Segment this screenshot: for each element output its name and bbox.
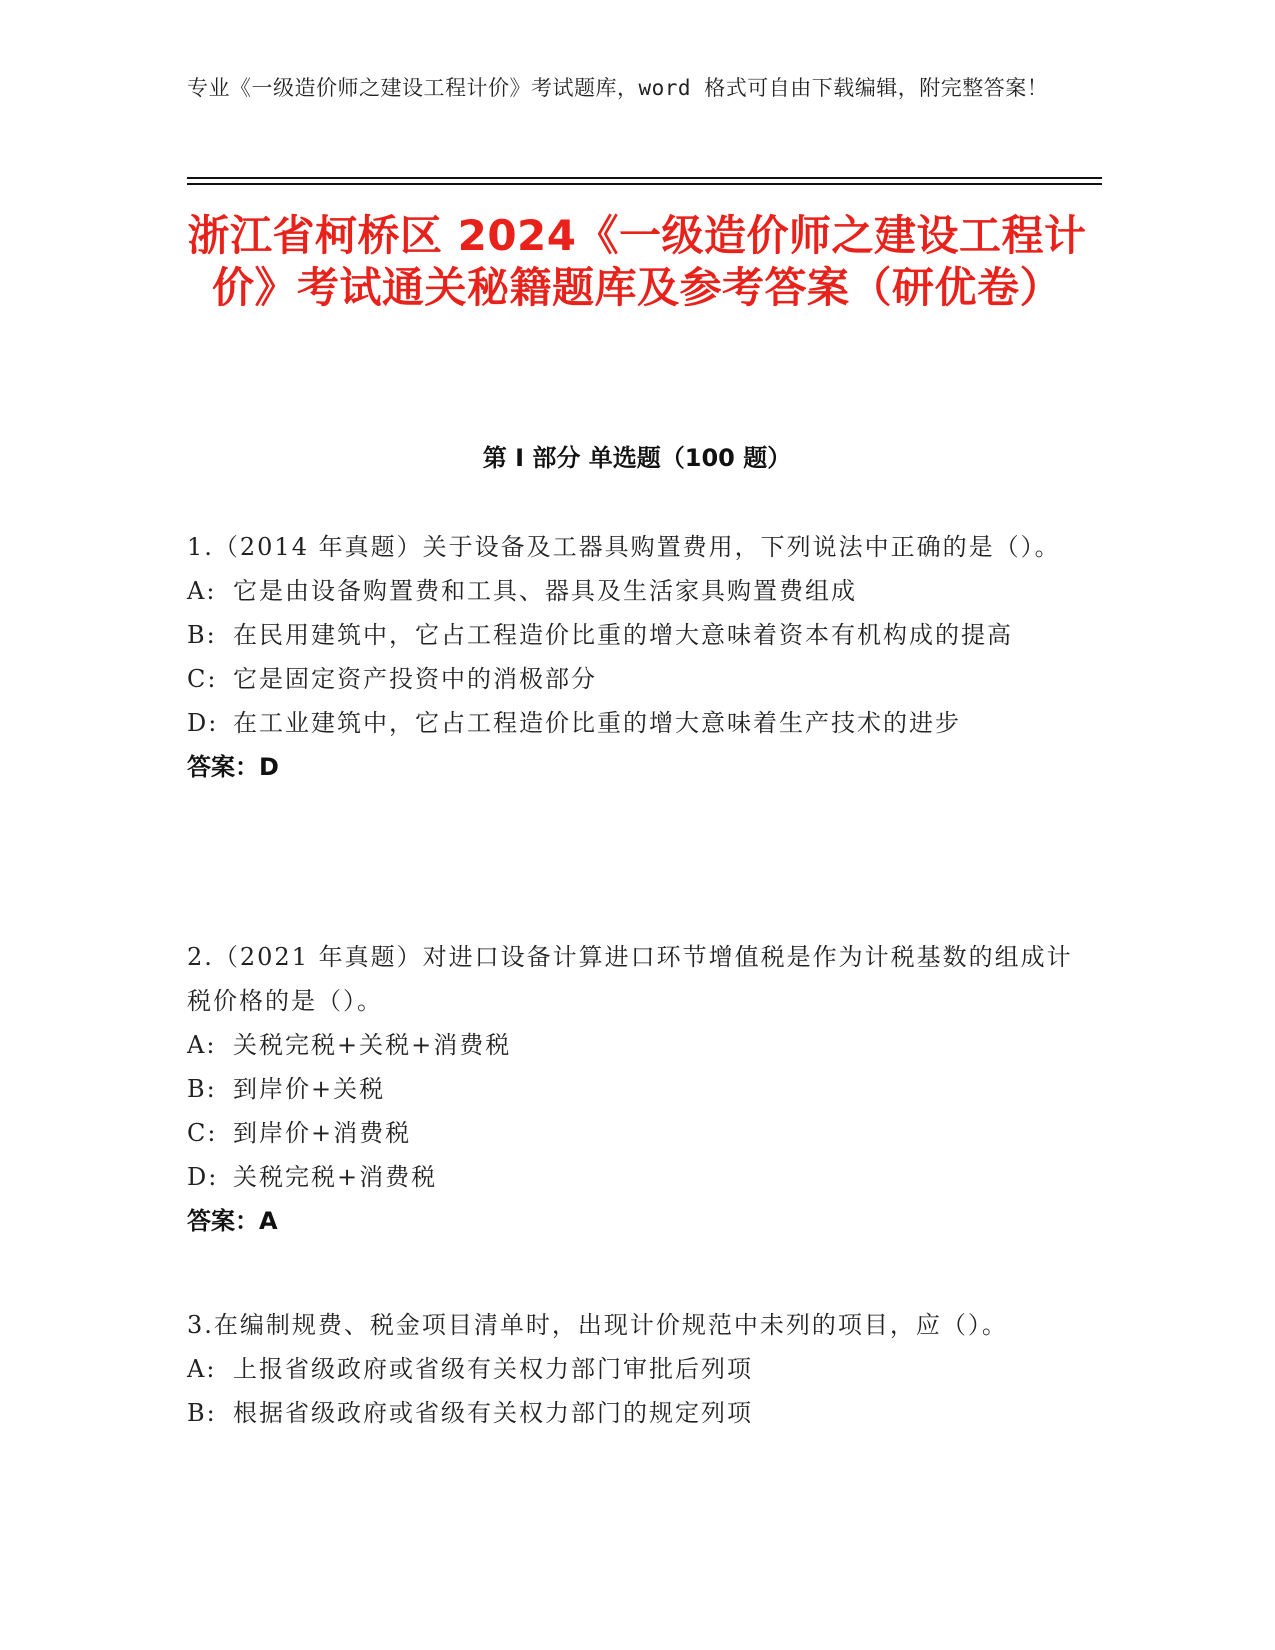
- option-key: B:: [187, 1399, 217, 1427]
- option-key: D:: [187, 1163, 219, 1191]
- option-key: C:: [187, 665, 218, 693]
- header-note: 专业《一级造价师之建设工程计价》考试题库，word 格式可自由下载编辑，附完整答案！: [187, 76, 1049, 100]
- header-divider-top: [187, 177, 1102, 179]
- answer-label: 答案：A: [187, 1207, 278, 1235]
- option-key: C:: [187, 1119, 218, 1147]
- section-title: 第 I 部分 单选题（100 题）: [482, 444, 792, 472]
- option-key: A:: [187, 577, 217, 605]
- option-text: 关税完税+消费税: [233, 1163, 438, 1191]
- option-text: 在工业建筑中，它占工程造价比重的增大意味着生产技术的进步: [233, 709, 961, 737]
- option-key: B:: [187, 1075, 217, 1103]
- question-3: [187, 1303, 1087, 1435]
- option-key: D:: [187, 709, 219, 737]
- document-title: 浙江省柯桥区 2024《一级造价师之建设工程计价》考试通关秘籍题库及参考答案（研优卷）: [187, 211, 1087, 312]
- option-c: [187, 1111, 1087, 1155]
- option-b: [187, 1067, 1087, 1111]
- option-key: A:: [187, 1355, 217, 1383]
- option-d: [187, 701, 1087, 745]
- option-a: [187, 1023, 1087, 1067]
- question-2: [187, 935, 1087, 1243]
- option-c: [187, 657, 1087, 701]
- option-a: [187, 569, 1087, 613]
- option-key: B:: [187, 621, 217, 649]
- answer-label: 答案：D: [187, 753, 279, 781]
- option-b: [187, 613, 1087, 657]
- option-key: A:: [187, 1031, 217, 1059]
- question-stem: 2.（2021 年真题）对进口设备计算进口环节增值税是作为计税基数的组成计税价格的是（）。: [187, 943, 1073, 1015]
- option-text: 上报省级政府或省级有关权力部门审批后列项: [233, 1355, 753, 1383]
- option-text: 根据省级政府或省级有关权力部门的规定列项: [233, 1399, 753, 1427]
- option-text: 它是固定资产投资中的消极部分: [233, 665, 597, 693]
- option-text: 到岸价+消费税: [233, 1119, 412, 1147]
- option-d: [187, 1155, 1087, 1199]
- question-1: [187, 525, 1087, 789]
- option-b: [187, 1391, 1087, 1435]
- option-text: 到岸价+关税: [233, 1075, 386, 1103]
- question-stem: 1.（2014 年真题）关于设备及工器具购置费用，下列说法中正确的是（）。: [187, 533, 1061, 561]
- option-a: [187, 1347, 1087, 1391]
- option-text: 在民用建筑中，它占工程造价比重的增大意味着资本有机构成的提高: [233, 621, 1013, 649]
- option-text: 关税完税+关税+消费税: [233, 1031, 512, 1059]
- question-stem: 3.在编制规费、税金项目清单时，出现计价规范中未列的项目，应（）。: [187, 1311, 1008, 1339]
- option-text: 它是由设备购置费和工具、器具及生活家具购置费组成: [233, 577, 857, 605]
- header-divider-bottom: [187, 183, 1102, 185]
